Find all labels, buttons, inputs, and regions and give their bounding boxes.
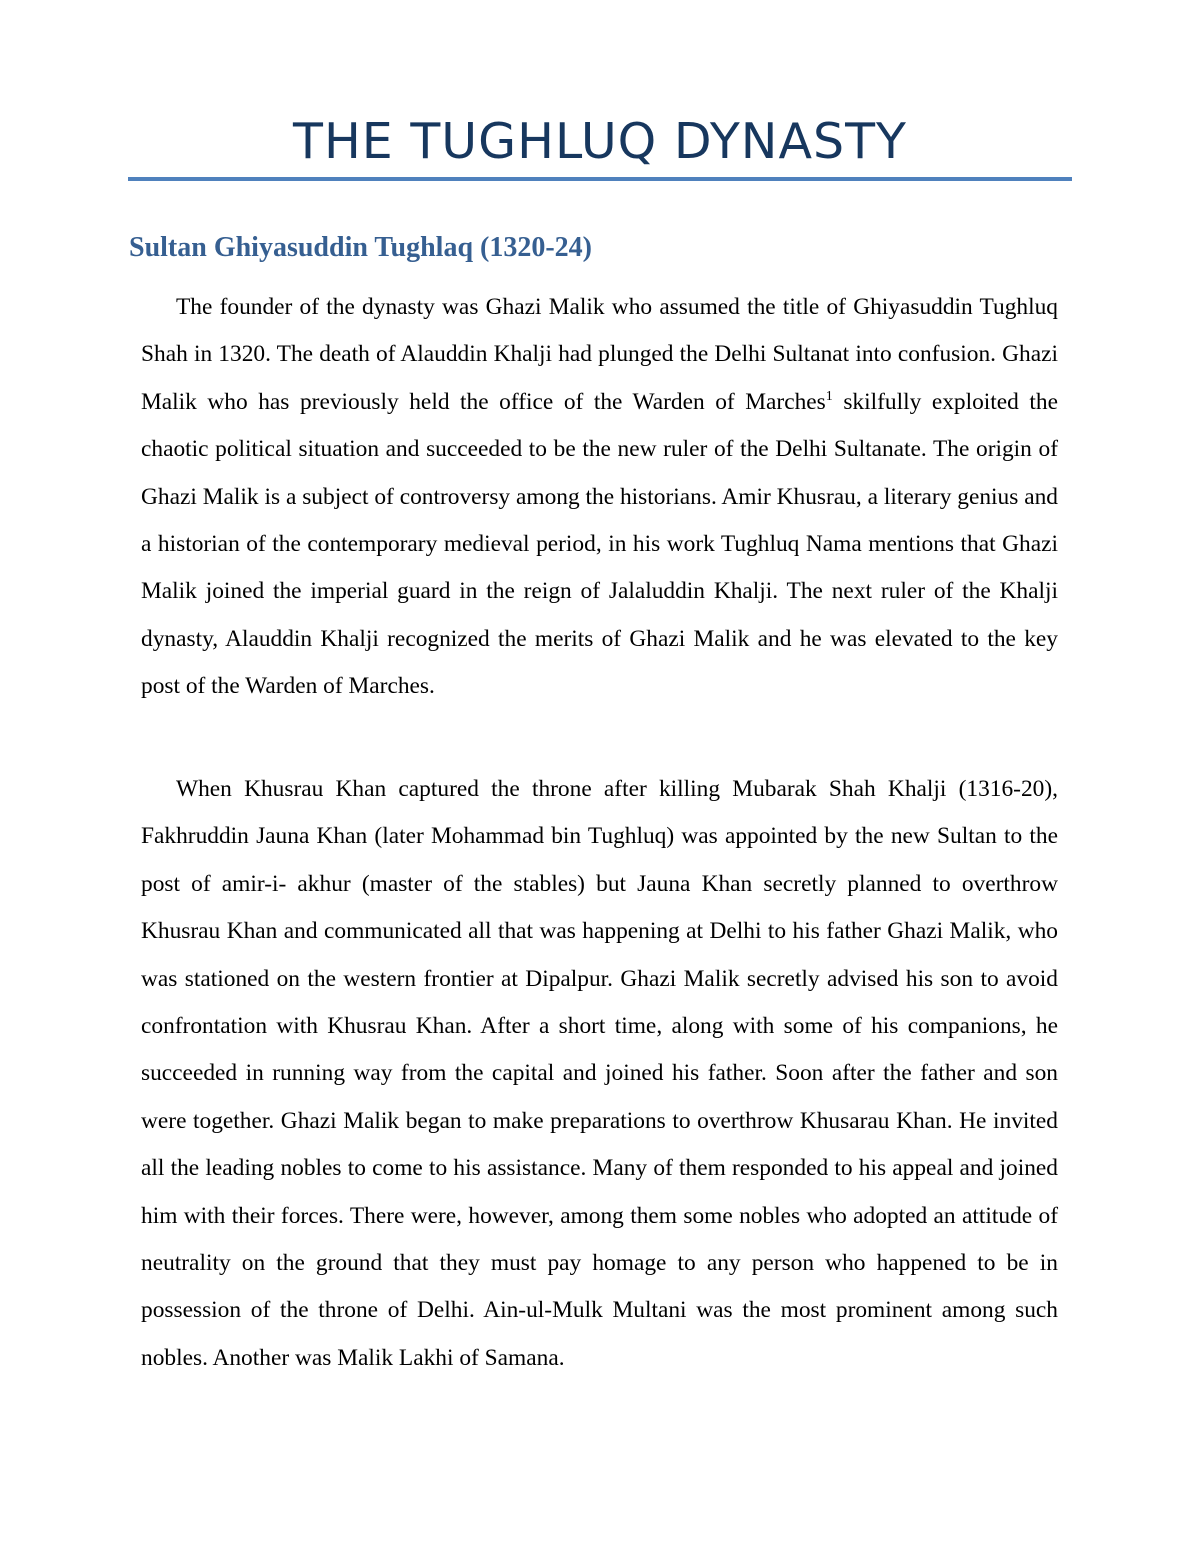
document-title: THE TUGHLUQ DYNASTY (293, 113, 907, 170)
title-underline-rule (128, 177, 1072, 181)
paragraph-2: When Khusrau Khan captured the throne after killing Mubarak Shah Khalji (1316-20), Fakhruddin Jauna Khan (later Mohammad bin Tughluq) was appointed by the new Sultan to the post of amir-i- akhur (master of the stables) but Jauna Khan secretly planned to overthrow Khusrau Khan and communicated all that was happening at Delhi to his father Ghazi Malik, who was stationed on the western frontier at Dipalpur. Ghazi Malik secretly advised his son to avoid confrontation with Khusrau Khan. After a short time, along with some of his companions, he succeeded in running way from the capital and joined his father. Soon after the father and son were together. Ghazi Malik began to make preparations to overthrow Khusarau Khan. He invited all the leading nobles to come to his assistance. Many of them responded to his appeal and joined him with their forces. There were, however, among them some nobles who adopted an attitude of neutrality on the ground that they must pay homage to any person who happened to be in possession of the throne of Delhi. Ain-ul-Mulk Multani was the most prominent among such nobles. Another was Malik Lakhi of Samana. (141, 776, 1058, 1371)
section-heading: Sultan Ghiyasuddin Tughlaq (1320-24) (129, 232, 592, 263)
paragraph-1-text-after-footnote: skilfully exploited the chaotic political situation and succeeded to be the new ruler of the Delhi Sultanate. The origin of Ghazi Malik is a subject of controversy among the historians. Amir Khusrau, a literary genius and a historian of the contemporary medieval period, in his work Tughluq Nama mentions that Ghazi Malik joined the imperial guard in the reign of Jalaluddin Khalji. The next ruler of the Khalji dynasty, Alauddin Khalji recognized the merits of Ghazi Malik and he was elevated to the key post of the Warden of Marches. (141, 388, 1058, 700)
title-block (128, 110, 1072, 181)
footnote-reference[interactable]: 1 (825, 388, 833, 404)
paragraph-1 (141, 284, 1058, 711)
paragraph-1-text-before-footnote: The founder of the dynasty was Ghazi Malik who assumed the title of Ghiyasuddin Tughluq Shah in 1320. The death of Alauddin Khalji had plunged the Delhi Sultanat into confusion. Ghazi Malik who has previously held the office of the Warden of Marches (141, 294, 1058, 415)
